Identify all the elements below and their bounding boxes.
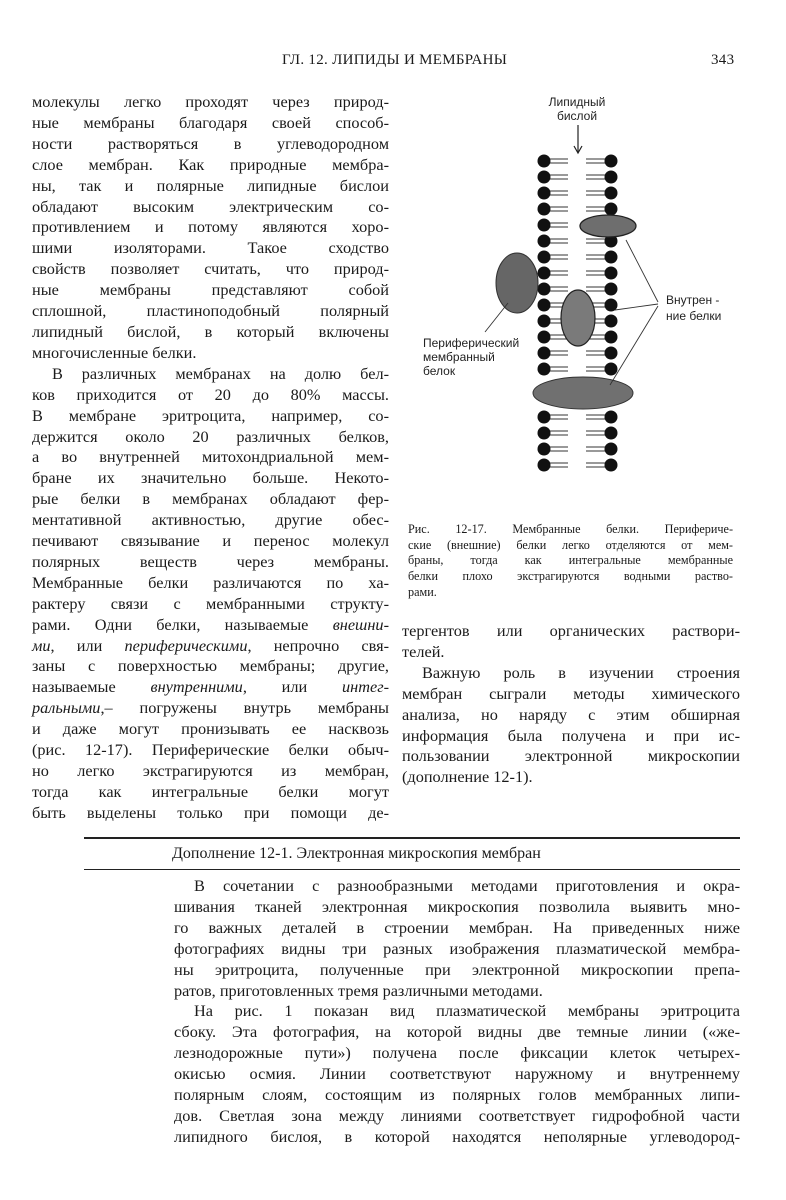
text-line: рами. Одни белки, называемые внешни-: [32, 614, 389, 634]
box-top-rule: [84, 837, 740, 839]
text-line: свойств позволяет считать, что природ-: [32, 259, 389, 279]
lipid-head: [538, 283, 551, 296]
label-peripheral-2: мембранный: [423, 350, 495, 364]
text-line: окисью осмия. Линии соответствуют наружному и внутреннему: [174, 1064, 740, 1084]
lipid-head: [538, 251, 551, 264]
text-line: держится около 20 различных белков,: [32, 426, 389, 446]
lipid-head: [605, 363, 618, 376]
text-line: многочисленные белки.: [32, 342, 197, 362]
integral-protein-bottom: [533, 377, 633, 409]
text-line: ков приходится от 20 до 80% массы.: [32, 384, 389, 404]
box-title: Дополнение 12-1. Электронная микроскопия мембран: [172, 845, 541, 862]
text-line: пользовании электронной микроскопии: [402, 746, 740, 766]
lipid-head: [605, 171, 618, 184]
lipid-head: [605, 187, 618, 200]
lipid-head: [538, 299, 551, 312]
text-line: ности растворяться в углеводородном: [32, 133, 389, 153]
text-line: лезнодорожные пути») получена после фиксации клеток четырех-: [174, 1043, 740, 1063]
lipid-head: [538, 363, 551, 376]
text-line: рактеру связи с мембранными структу-: [32, 593, 389, 613]
running-header: ГЛ. 12. ЛИПИДЫ И МЕМБРАНЫ: [282, 52, 508, 68]
lipid-head: [538, 347, 551, 360]
lipid-head: [538, 331, 551, 344]
label-integral-2: ние белки: [666, 309, 722, 323]
text-line: телей.: [402, 641, 445, 661]
lipid-head: [538, 427, 551, 440]
text-line: На рис. 1 показан вид плазматической мембраны эритроцита: [194, 1001, 740, 1021]
label-peripheral-1: Периферический: [423, 336, 520, 350]
text-line: липидного бислоя, в которой находятся неполярные углеводород-: [174, 1126, 740, 1146]
label-bilayer-2: бислой: [556, 109, 598, 123]
lipid-head: [538, 203, 551, 216]
lipid-head: [605, 203, 618, 216]
lipid-head: [605, 283, 618, 296]
text-line: ны эритроцита, полученные при электронной микроскопии препа-: [174, 959, 740, 979]
text-line: Важную роль в изучении строения: [422, 662, 740, 682]
box-title-rule: [84, 869, 740, 870]
text-line: ные мембраны благодаря своей способ-: [32, 112, 389, 132]
text-line: (дополнение 12-1).: [402, 767, 533, 787]
lipid-head: [605, 411, 618, 424]
text-line: ные мембраны представляют собой: [32, 280, 389, 300]
text-line: и даже могут пронизывать ее насквозь: [32, 719, 389, 739]
text-line: анализа, но наряду с этим обширная: [402, 704, 740, 724]
lipid-head: [538, 235, 551, 248]
text-line: шивания тканей электронная микроскопия позволила выявить мно-: [174, 896, 740, 916]
text-line: заны с поверхностью мембраны; другие,: [32, 656, 389, 676]
label-peripheral-3: белок: [423, 364, 456, 378]
text-line: ратов, приготовленных тремя различными методами.: [174, 980, 543, 1000]
lipid-head: [538, 171, 551, 184]
text-line: тогда как интегральные белки могут: [32, 781, 389, 801]
lipid-head: [538, 267, 551, 280]
lipid-head: [538, 187, 551, 200]
text-line: полярных веществ через мембраны.: [32, 551, 389, 571]
lipid-head: [605, 347, 618, 360]
label-bilayer-1: Липидный: [548, 95, 606, 109]
integral-protein-top: [580, 215, 636, 237]
text-line: мембран сыграли методы химического: [402, 683, 740, 703]
lipid-head: [538, 411, 551, 424]
lipid-head: [605, 427, 618, 440]
lipid-head: [538, 155, 551, 168]
right-column-text: [402, 621, 740, 788]
text-line: липидный бислой, в который включены: [32, 321, 389, 341]
label-integral-1: Внутрен -: [666, 293, 720, 307]
text-line: ми, или периферическими, непрочно свя-: [32, 635, 389, 655]
text-line: фотографиях видны три разных изображения плазматической мембра-: [174, 938, 740, 958]
membrane-proteins-figure: [0, 0, 786, 520]
text-line: В различных мембранах на долю бел-: [52, 363, 389, 383]
text-line: информация была получена и при ис-: [402, 725, 740, 745]
text-line: сбоку. Эта фотография, на которой видны две темные линии («же-: [174, 1022, 740, 1042]
text-line: слое мембран. Как природные мембра-: [32, 154, 389, 174]
lipid-head: [605, 331, 618, 344]
lipid-head: [538, 443, 551, 456]
text-line: (рис. 12-17). Периферические белки обыч-: [32, 740, 389, 760]
text-line: В сочетании с разнообразными методами приготовления и окра-: [194, 876, 740, 895]
text-line: шими изоляторами. Такое сходство: [32, 238, 389, 258]
text-line: печивают связывание и перенос молекул: [32, 531, 389, 551]
peripheral-protein: [496, 253, 538, 313]
lipid-head: [605, 155, 618, 168]
page-number: 343: [711, 52, 735, 68]
text-line: обладают высоким электрическим со-: [32, 196, 389, 216]
text-line: полярным слоям, состоящим из полярных голов мембранных липи-: [174, 1085, 740, 1105]
lipid-head: [605, 459, 618, 472]
text-line: В мембране эритроцита, например, со-: [32, 405, 389, 425]
text-line: тергентов или органических раствори-: [402, 621, 740, 640]
text-line: рые белки в мембранах обладают фер-: [32, 489, 389, 509]
text-line: Мембранные белки различаются по ха-: [32, 572, 389, 592]
lipid-head: [538, 219, 551, 232]
text-line: го важных деталей в строении мембран. На приведенных ниже: [174, 917, 740, 937]
text-line: молекулы легко проходят через природ-: [32, 92, 389, 111]
figure-caption: Рис. 12-17. Мембранные белки. Периферичe- ские (внешние) белки легко отделяются от мем- браны, тогда как интегральные мембранные белки плохо экстрагируются водными раство- рами.: [408, 522, 733, 599]
integral-protein-middle: [561, 290, 595, 346]
lipid-head: [605, 315, 618, 328]
lipid-head: [538, 459, 551, 472]
text-line: ны, так и полярные липидные бислои: [32, 175, 389, 195]
text-line: бране их значительно больше. Некото-: [32, 468, 389, 488]
text-line: дов. Светлая зона между линиями соответствует гидрофобной части: [174, 1105, 740, 1125]
text-line: ральными,– погружены внутрь мембраны: [32, 698, 389, 718]
box-text: [174, 876, 740, 1148]
text-line: ментативной активностью, другие обес-: [32, 510, 389, 530]
lipid-head: [538, 315, 551, 328]
text-line: называемые внутренними, или интег-: [32, 677, 390, 697]
lipid-head: [605, 443, 618, 456]
text-line: но легко экстрагируются из мембран,: [32, 761, 389, 780]
lipid-head: [605, 251, 618, 264]
text-line: противлением и потому являются хоро-: [32, 217, 389, 237]
text-line: быть выделены только при помощи де-: [32, 802, 389, 822]
text-line: а во внутренней митохондриальной мем-: [32, 447, 389, 467]
lipid-head: [605, 267, 618, 280]
text-line: сплошной, пластиноподобный полярный: [32, 301, 389, 321]
